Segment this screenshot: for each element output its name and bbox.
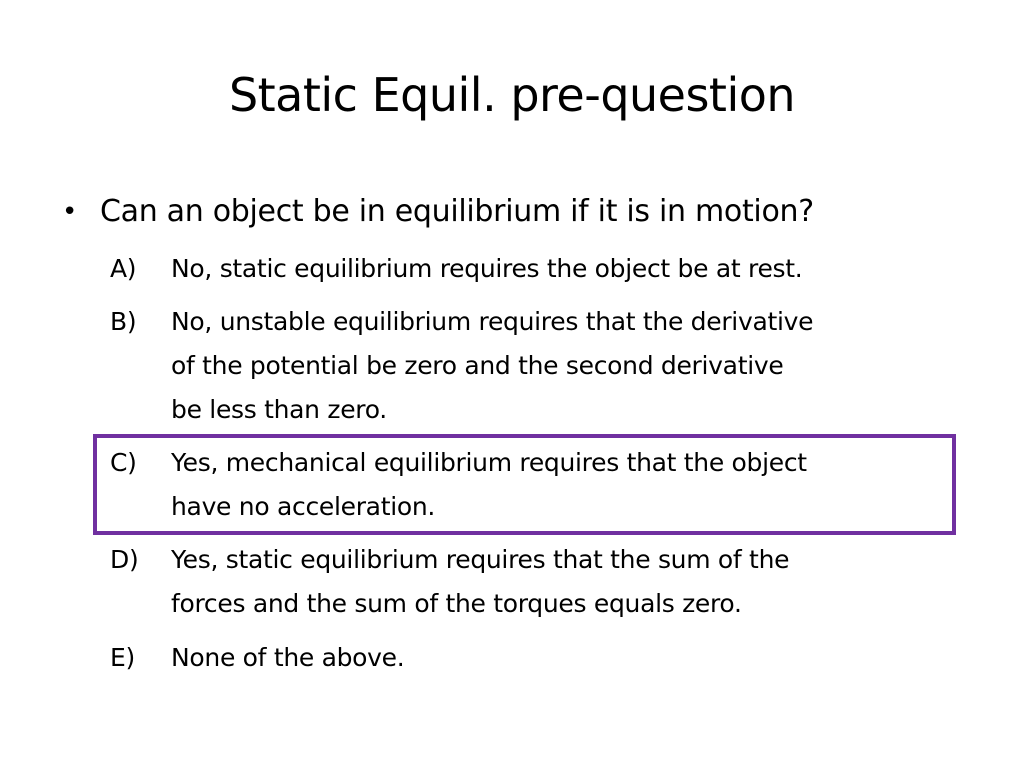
option-letter: D) bbox=[110, 545, 139, 574]
question-text: Can an object be in equilibrium if it is in motion? bbox=[100, 194, 814, 229]
option-line: Yes, mechanical equilibrium requires that the object bbox=[171, 448, 807, 477]
option-letter: E) bbox=[110, 643, 135, 672]
option-line: have no acceleration. bbox=[171, 492, 436, 521]
option-line: forces and the sum of the torques equals zero. bbox=[171, 589, 742, 618]
option-text bbox=[171, 441, 971, 529]
option-line: No, static equilibrium requires the object be at rest. bbox=[171, 254, 803, 283]
option-letter: B) bbox=[110, 307, 137, 336]
slide-title: Static Equil. pre-question bbox=[228, 68, 796, 122]
option-line: be less than zero. bbox=[171, 395, 387, 424]
option-line: of the potential be zero and the second derivative bbox=[171, 351, 784, 380]
option-line: Yes, static equilibrium requires that the sum of the bbox=[171, 545, 790, 574]
option-line: None of the above. bbox=[171, 643, 405, 672]
bullet-icon: • bbox=[62, 197, 78, 227]
option-letter: C) bbox=[110, 448, 137, 477]
option-line: No, unstable equilibrium requires that the derivative bbox=[171, 307, 814, 336]
option-text bbox=[171, 300, 971, 432]
option-text bbox=[171, 247, 971, 291]
option-text bbox=[171, 538, 971, 626]
option-letter: A) bbox=[110, 254, 137, 283]
option-text bbox=[171, 636, 971, 680]
